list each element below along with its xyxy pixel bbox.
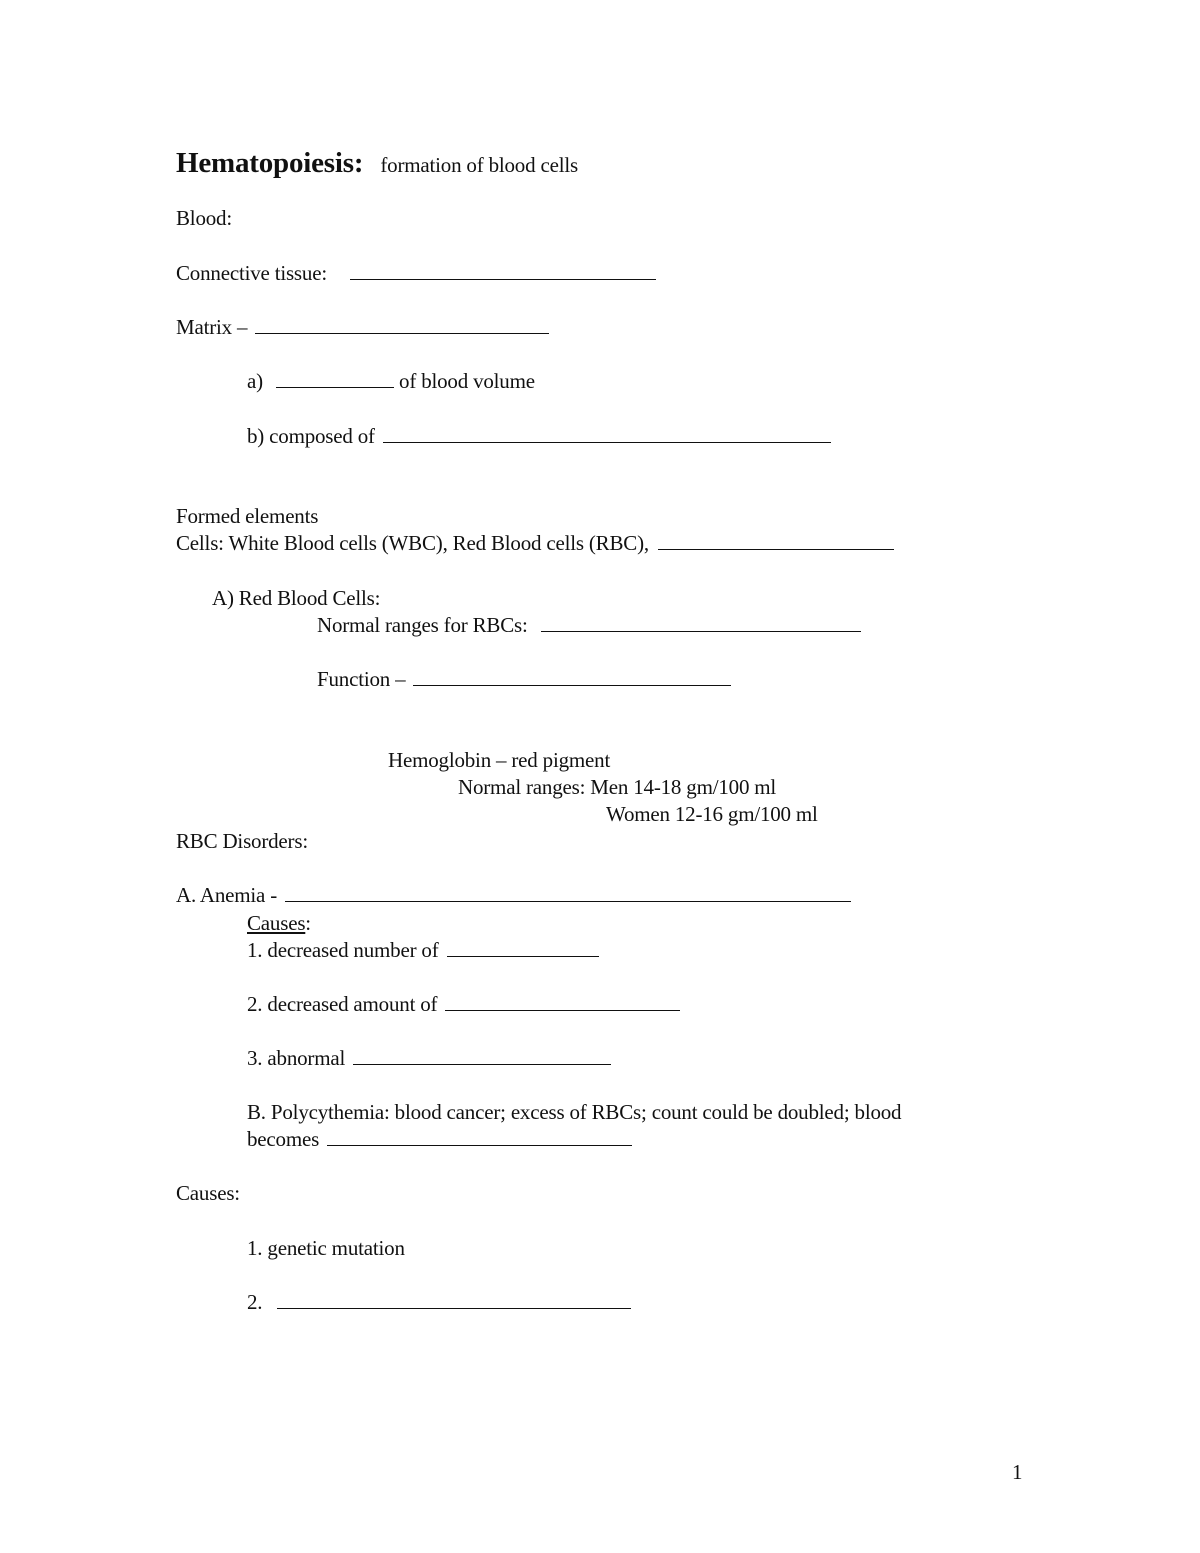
anemia-cause-1-text: 1. decreased number of [247, 938, 439, 962]
connective-tissue-label: Connective tissue: [176, 261, 327, 285]
matrix-item-b-marker: b) [247, 424, 265, 448]
page-title [176, 146, 578, 182]
rbc-disorders-heading: RBC Disorders: [176, 829, 308, 853]
matrix-item-a-text: of blood volume [399, 369, 535, 393]
title-main: Hematopoiesis: [176, 147, 364, 179]
rbc-normal-ranges-label: Normal ranges for RBCs: [317, 613, 528, 637]
causes-item-1: 1. genetic mutation [247, 1236, 405, 1260]
blood-label: Blood: [176, 206, 232, 230]
rbc-function-line [317, 666, 731, 692]
rbc-normal-ranges-blank[interactable] [541, 612, 861, 632]
polycythemia-becomes: becomes [247, 1127, 320, 1151]
hemoglobin-men-range: Normal ranges: Men 14-18 gm/100 ml [458, 775, 777, 799]
rbc-normal-ranges-line [317, 612, 861, 638]
matrix-item-a [247, 368, 535, 394]
anemia-cause-3-blank[interactable] [353, 1045, 611, 1065]
connective-tissue-blank[interactable] [350, 260, 656, 280]
anemia-cause-2-text: 2. decreased amount of [247, 992, 438, 1016]
formed-elements-heading: Formed elements [176, 504, 319, 528]
matrix-item-b-blank[interactable] [383, 423, 831, 443]
hemoglobin-line: Hemoglobin – red pigment [388, 748, 611, 772]
matrix-item-b [247, 423, 831, 449]
polycythemia-blank[interactable] [327, 1126, 632, 1146]
anemia-cause-1 [247, 937, 599, 963]
matrix-line [176, 314, 549, 340]
title-subtitle: formation of blood cells [380, 153, 578, 177]
polycythemia-line-1: B. Polycythemia: blood cancer; excess of RBCs; count could be doubled; blood [247, 1100, 902, 1124]
anemia-cause-3-text: 3. abnormal [247, 1046, 346, 1070]
cells-text: Cells: White Blood cells (WBC), Red Blood cells (RBC), [176, 531, 649, 555]
anemia-label: A. Anemia - [176, 883, 278, 907]
anemia-cause-2 [247, 991, 680, 1017]
polycythemia-line-2 [247, 1126, 632, 1152]
hemoglobin-women-range: Women 12-16 gm/100 ml [606, 802, 818, 826]
matrix-item-a-marker: a) [247, 369, 263, 393]
matrix-item-b-text: composed of [269, 424, 375, 448]
cells-blank[interactable] [658, 530, 894, 550]
matrix-item-a-blank[interactable] [276, 368, 394, 388]
anemia-cause-3 [247, 1045, 611, 1071]
anemia-cause-1-blank[interactable] [447, 937, 599, 957]
cells-line [176, 530, 894, 556]
anemia-causes-label [247, 910, 311, 936]
matrix-label: Matrix – [176, 315, 248, 339]
anemia-causes-colon: : [305, 911, 311, 935]
causes-heading: Causes: [176, 1181, 240, 1205]
rbc-heading: A) Red Blood Cells: [212, 586, 381, 610]
anemia-blank[interactable] [285, 882, 851, 902]
anemia-causes-word: Causes [247, 911, 306, 935]
causes-item-2 [247, 1289, 631, 1315]
matrix-blank[interactable] [255, 314, 549, 334]
rbc-function-label: Function – [317, 667, 406, 691]
page-number: 1 [1012, 1460, 1023, 1484]
causes-item-2-blank[interactable] [277, 1289, 631, 1309]
causes-item-2-marker: 2. [247, 1290, 263, 1314]
rbc-function-blank[interactable] [413, 666, 731, 686]
anemia-cause-2-blank[interactable] [445, 991, 680, 1011]
connective-tissue-line [176, 260, 656, 286]
anemia-line [176, 882, 851, 908]
